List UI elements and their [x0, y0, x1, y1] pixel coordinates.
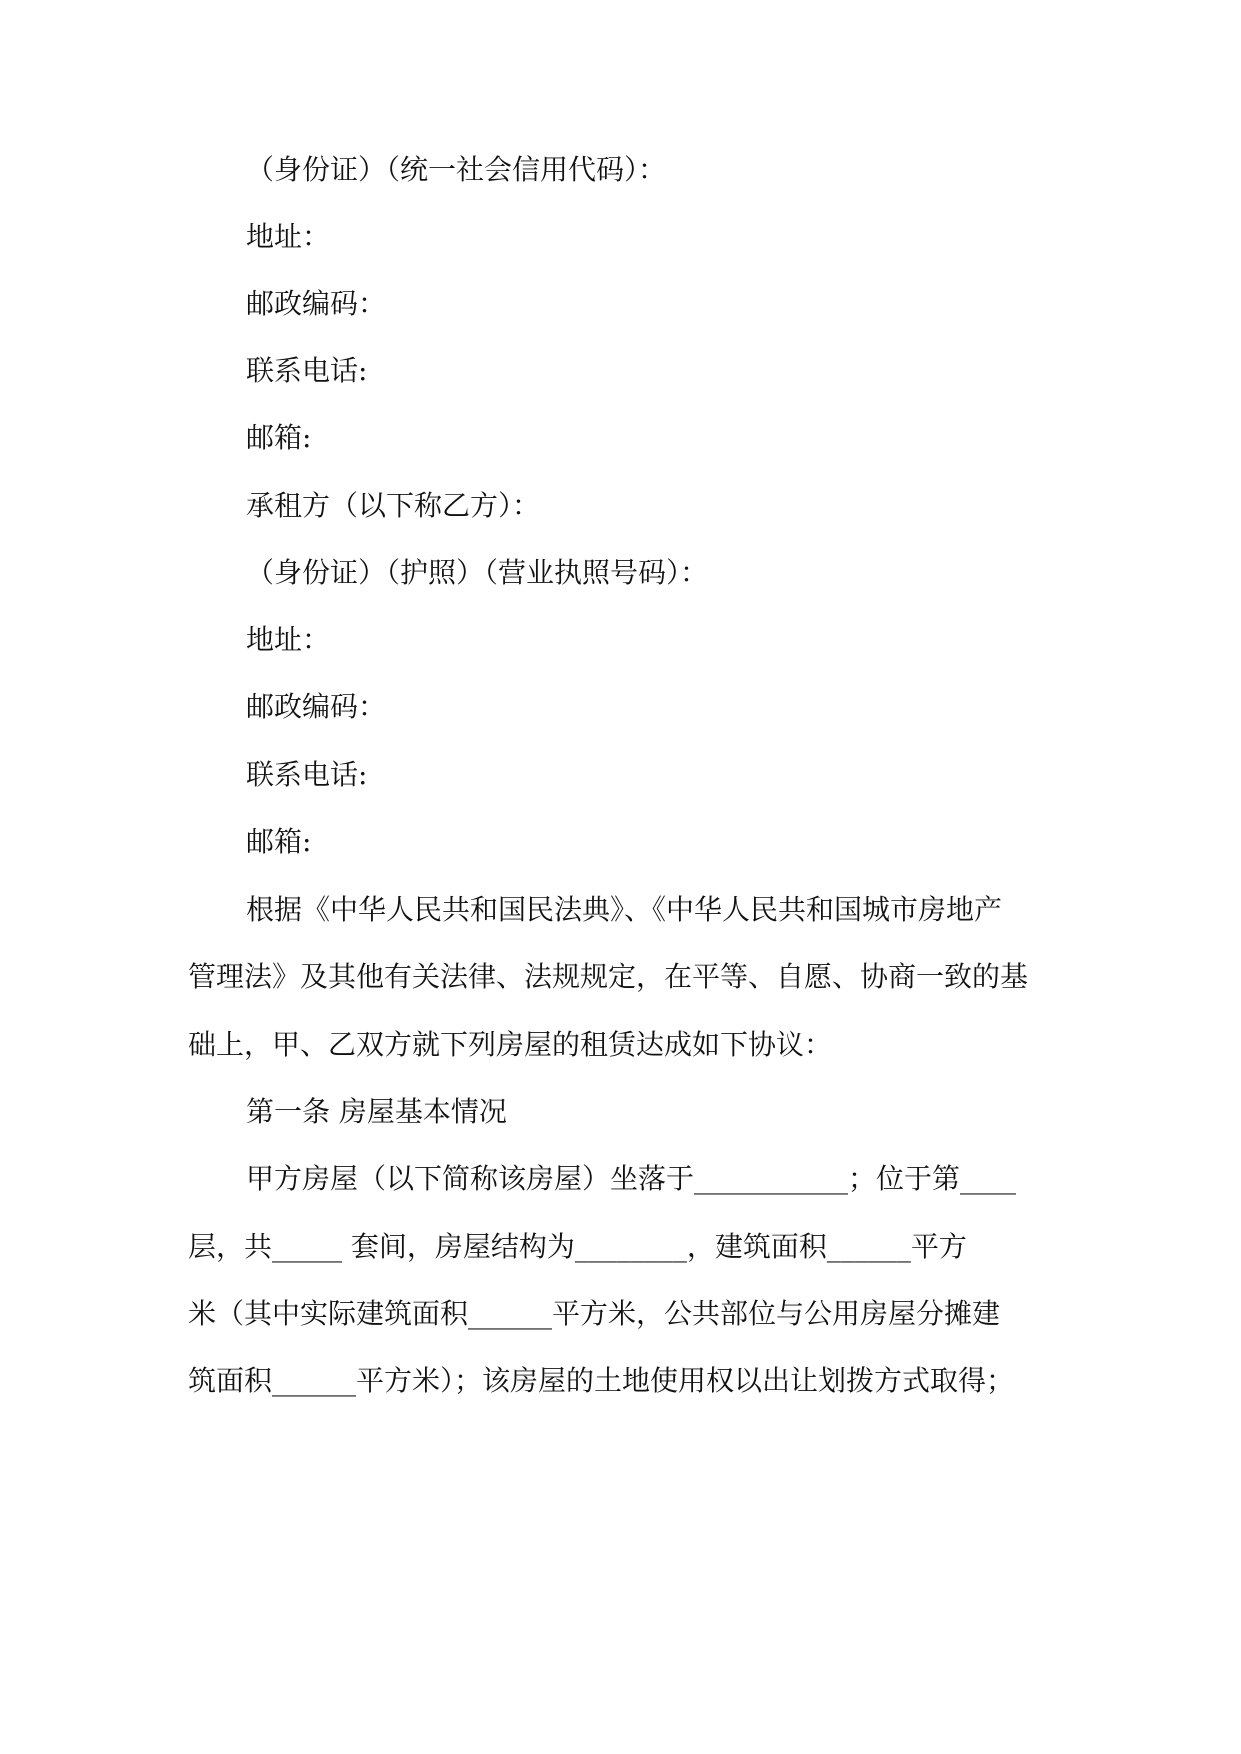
lessee-email-label: 邮箱:: [246, 825, 312, 858]
lessor-phone-label: 联系电话:: [246, 354, 368, 387]
lessee-postcode-label: 邮政编码：: [246, 690, 387, 723]
lessee-address-label: 地址：: [246, 623, 331, 656]
lessor-id-label: （身份证）（统一社会信用代码）：: [246, 153, 667, 186]
article-1-heading: 第一条 房屋基本情况: [246, 1095, 507, 1128]
article-1-line-4: 筑面积______平方米）；该房屋的土地使用权以出让划拨方式取得；: [188, 1364, 1015, 1397]
lessee-id-label: （身份证）（护照）（营业执照号码）：: [246, 556, 709, 589]
preamble-line-2: 管理法》及其他有关法律、法规规定，在平等、自愿、协商一致的基: [188, 960, 1029, 993]
lessor-email-label: 邮箱:: [246, 421, 312, 454]
article-1-line-3: 米（其中实际建筑面积______平方米，公共部位与公用房屋分摊建: [188, 1297, 1001, 1330]
lessee-title: 承租方（以下称乙方）：: [246, 489, 541, 522]
preamble-line-1: 根据《中华人民共和国民法典》、《中华人民共和国城市房地产: [246, 893, 1003, 926]
lessee-phone-label: 联系电话:: [246, 758, 368, 791]
lessor-address-label: 地址：: [246, 220, 331, 253]
preamble-line-3: 础上，甲、乙双方就下列房屋的租赁达成如下协议：: [188, 1028, 833, 1061]
article-1-line-1: 甲方房屋（以下简称该房屋）坐落于___________；位于第____: [246, 1162, 1017, 1195]
article-1-line-2: 层，共_____ 套间，房屋结构为________，建筑面积______平方: [188, 1230, 967, 1263]
lessor-postcode-label: 邮政编码：: [246, 287, 387, 320]
